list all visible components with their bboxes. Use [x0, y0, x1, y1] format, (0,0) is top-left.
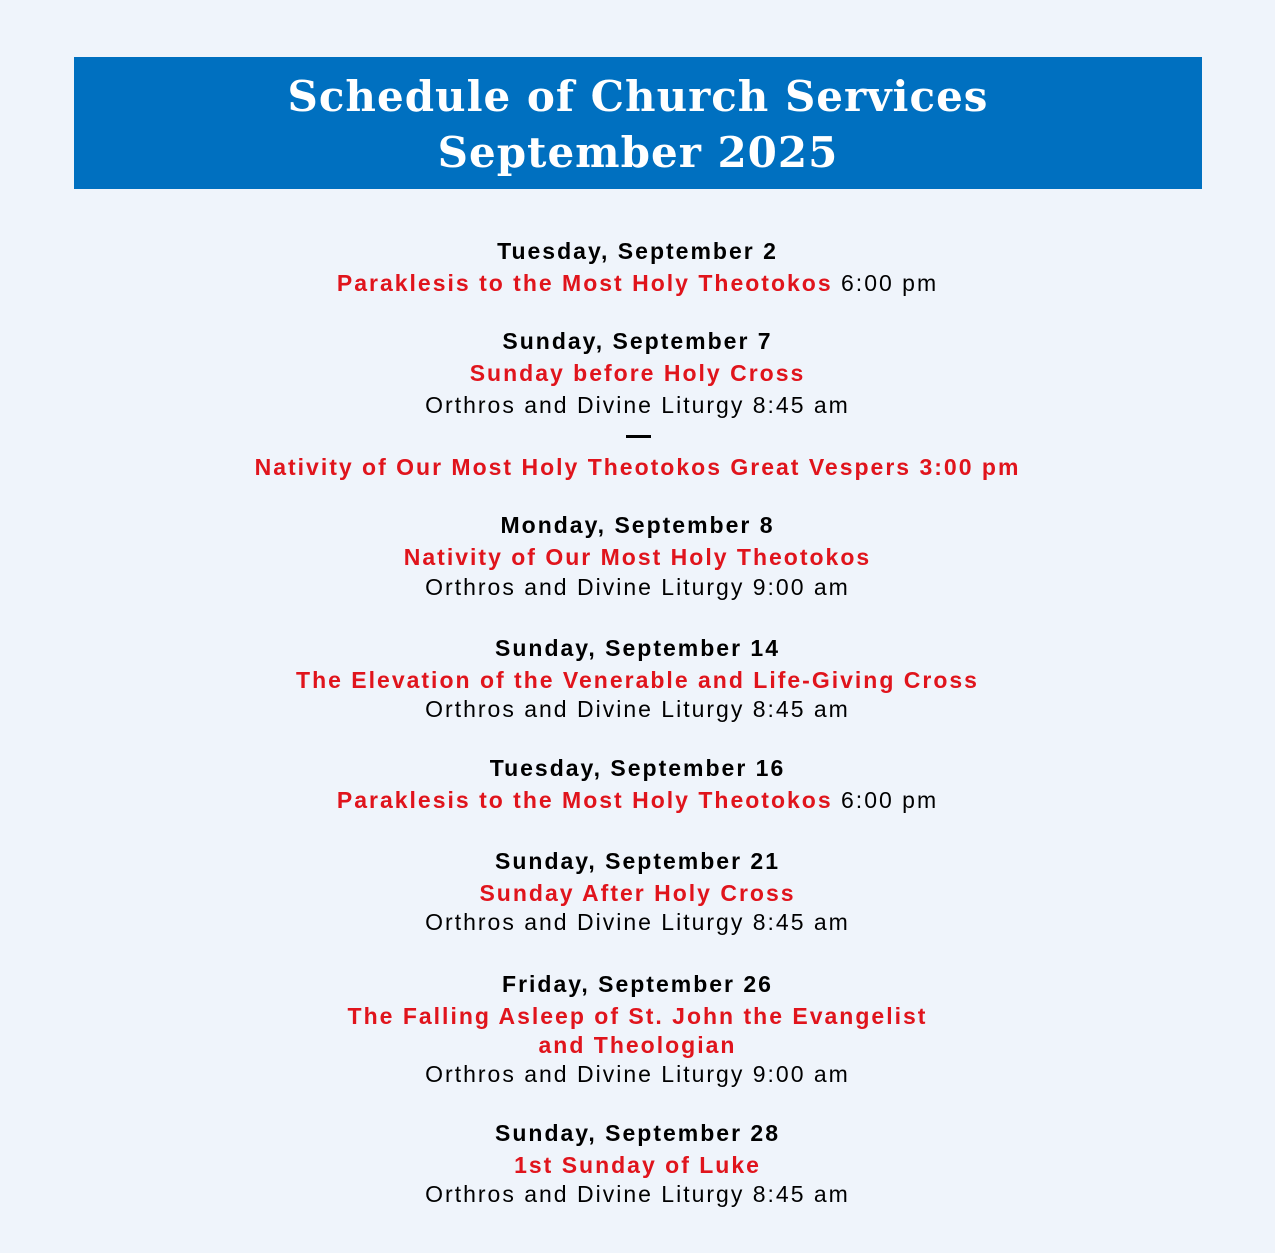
- event-feast: Paraklesis to the Most Holy Theotokos: [336, 270, 833, 296]
- event-service: Orthros and Divine Liturgy 9:00 am: [425, 1061, 850, 1087]
- page-subtitle: September 2025: [437, 128, 839, 177]
- event-service: Orthros and Divine Liturgy 8:45 am: [425, 909, 850, 935]
- event-feast: Paraklesis to the Most Holy Theotokos: [336, 787, 833, 813]
- event-feast-row: [0, 785, 1275, 815]
- event-date: Tuesday, September 2: [497, 238, 778, 264]
- event-time: 6:00 pm: [841, 787, 939, 813]
- event-service: Orthros and Divine Liturgy 8:45 am: [425, 392, 850, 418]
- event-date: Monday, September 8: [500, 512, 775, 538]
- divider-dash: [626, 435, 651, 438]
- title-banner: [74, 57, 1202, 189]
- event-service: Orthros and Divine Liturgy 8:45 am: [425, 696, 850, 722]
- event-feast: Sunday before Holy Cross: [469, 360, 806, 386]
- event-date: Sunday, September 7: [502, 328, 773, 354]
- page-title: Schedule of Church Services: [287, 72, 989, 121]
- event-date: Friday, September 26: [502, 971, 773, 997]
- event-date: Sunday, September 21: [495, 848, 780, 874]
- event-feast-row: [0, 268, 1275, 298]
- event-feast-continued: and Theologian: [538, 1032, 737, 1058]
- event-feast: Sunday After Holy Cross: [479, 880, 796, 906]
- event-service: Orthros and Divine Liturgy 9:00 am: [425, 574, 850, 600]
- event-date: Sunday, September 14: [495, 635, 780, 661]
- event-feast: Nativity of Our Most Holy Theotokos: [403, 544, 872, 570]
- event-date: Tuesday, September 16: [489, 755, 786, 781]
- event-date: Sunday, September 28: [495, 1120, 780, 1146]
- event-feast: The Falling Asleep of St. John the Evangelist: [347, 1003, 928, 1029]
- event-feast: 1st Sunday of Luke: [514, 1152, 761, 1178]
- event-feast: The Elevation of the Venerable and Life-Giving Cross: [296, 667, 979, 693]
- event-service: Orthros and Divine Liturgy 8:45 am: [425, 1181, 850, 1207]
- event-extra-service: Nativity of Our Most Holy Theotokos Great Vespers 3:00 pm: [254, 454, 1021, 480]
- event-time: 6:00 pm: [841, 270, 939, 296]
